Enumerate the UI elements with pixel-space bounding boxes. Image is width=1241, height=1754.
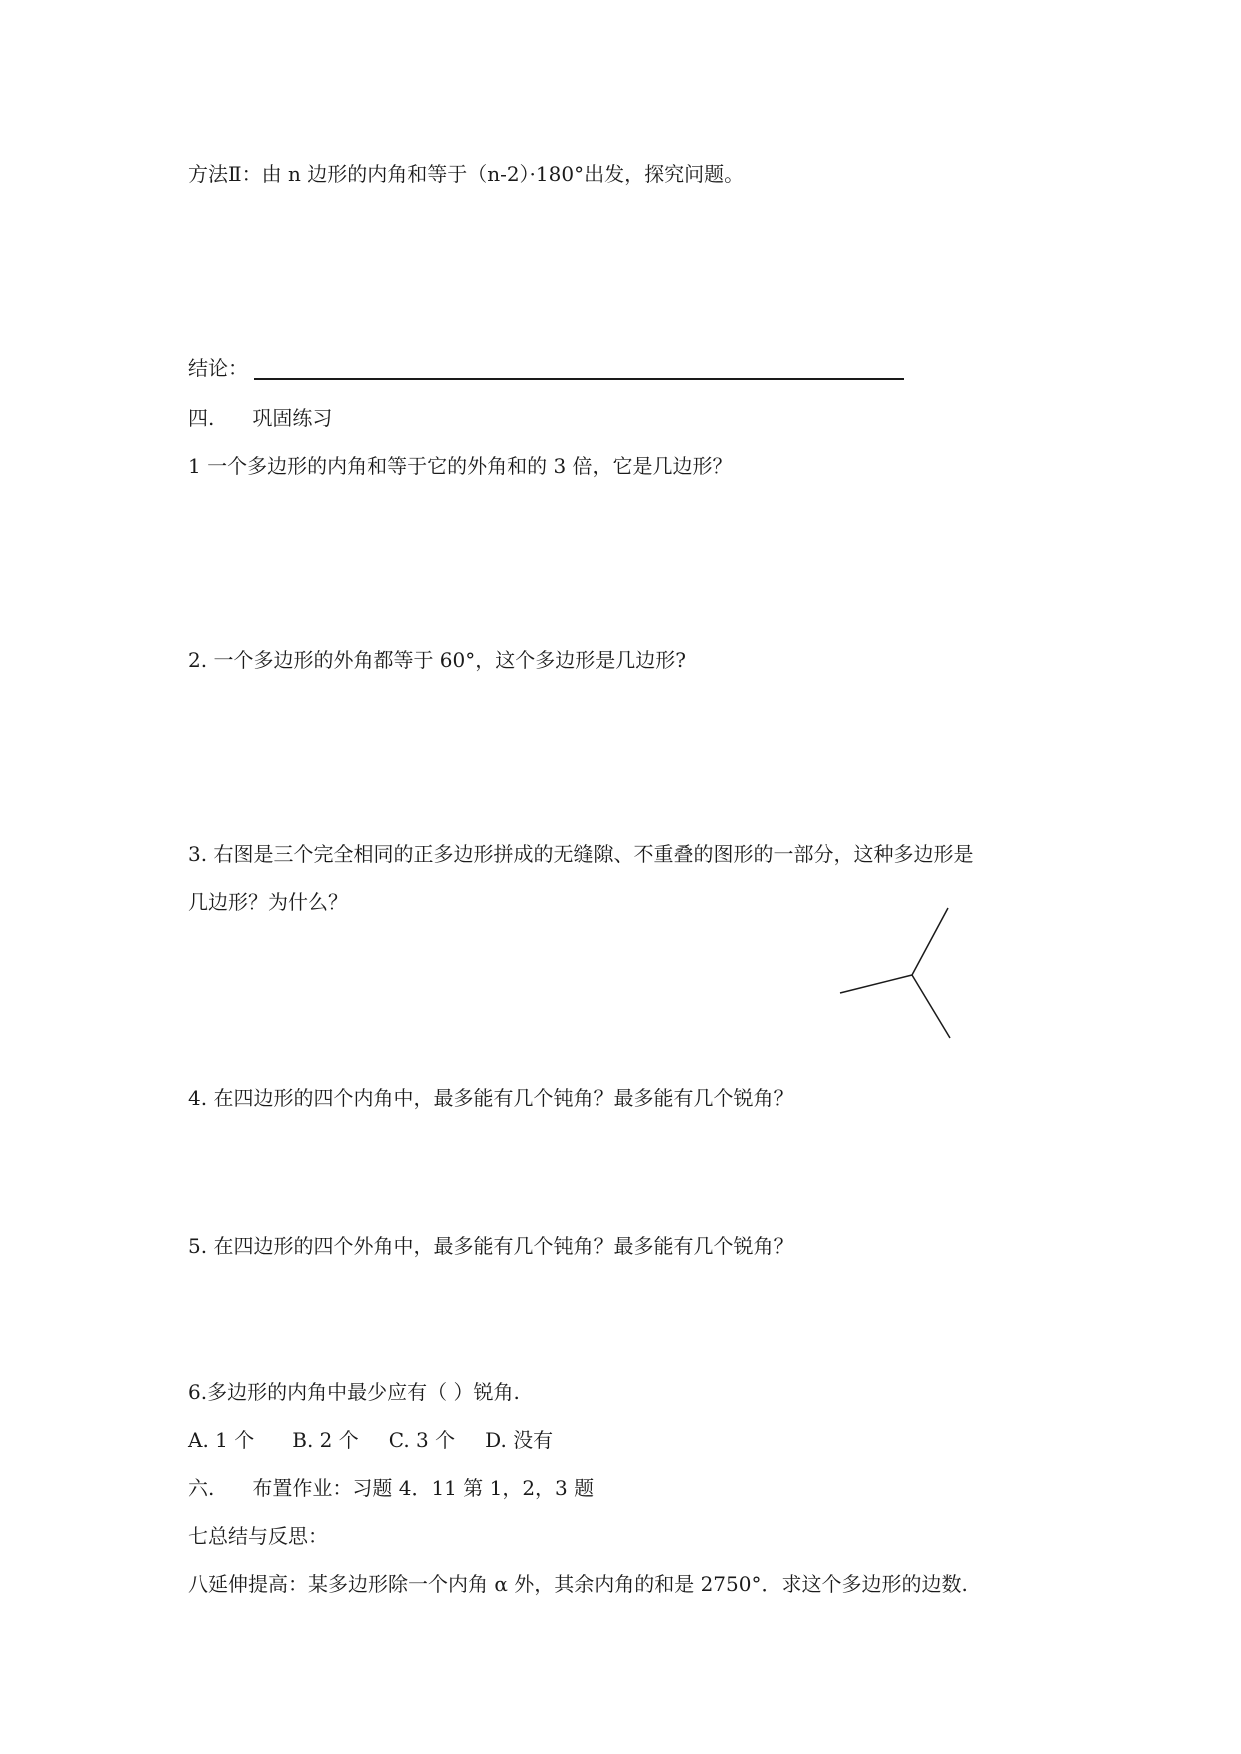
section-4-title: 巩固练习	[252, 406, 333, 430]
section-6-number: 六.	[188, 1476, 215, 1500]
section-4-number: 四.	[188, 406, 215, 430]
three-polygon-vertex-figure	[840, 908, 970, 1058]
figure-edge-lower	[912, 975, 950, 1038]
question-3-line-1: 3. 右图是三个完全相同的正多边形拼成的无缝隙、不重叠的图形的一部分，这种多边形是	[188, 842, 974, 866]
question-3-line-2: 几边形？为什么？	[188, 890, 348, 914]
question-6-options	[188, 1426, 553, 1454]
question-1: 1 一个多边形的内角和等于它的外角和的 3 倍，它是几边形？	[188, 454, 733, 478]
method-2-text: 方法Ⅱ：由 n 边形的内角和等于（n-2）·180°出发，探究问题。	[188, 162, 745, 186]
question-4: 4. 在四边形的四个内角中，最多能有几个钝角？最多能有几个锐角？	[188, 1086, 794, 1110]
section-8-text: 八延伸提高：某多边形除一个内角 α 外，其余内角的和是 2750°．求这个多边形的边数.	[188, 1572, 968, 1596]
question-2: 2. 一个多边形的外角都等于 60°，这个多边形是几边形?	[188, 648, 686, 672]
option-c: C. 3 个	[388, 1428, 456, 1452]
figure-edge-upper	[912, 908, 948, 975]
figure-edge-left	[840, 975, 912, 993]
option-b: B. 2 个	[292, 1428, 359, 1452]
conclusion-answer-line	[254, 378, 904, 380]
option-a: A. 1 个	[188, 1428, 255, 1452]
section-6-title: 布置作业：习题 4．11 第 1，2，3 题	[252, 1476, 595, 1500]
conclusion-label: 结论：	[188, 356, 248, 380]
section-4-heading	[188, 404, 332, 432]
question-5: 5. 在四边形的四个外角中，最多能有几个钝角？最多能有几个锐角？	[188, 1234, 794, 1258]
question-6: 6.多边形的内角中最少应有（ ）锐角.	[188, 1380, 520, 1404]
section-6-heading	[188, 1474, 594, 1502]
option-d: D. 没有	[485, 1428, 554, 1452]
section-7-text: 七总结与反思：	[188, 1524, 328, 1548]
